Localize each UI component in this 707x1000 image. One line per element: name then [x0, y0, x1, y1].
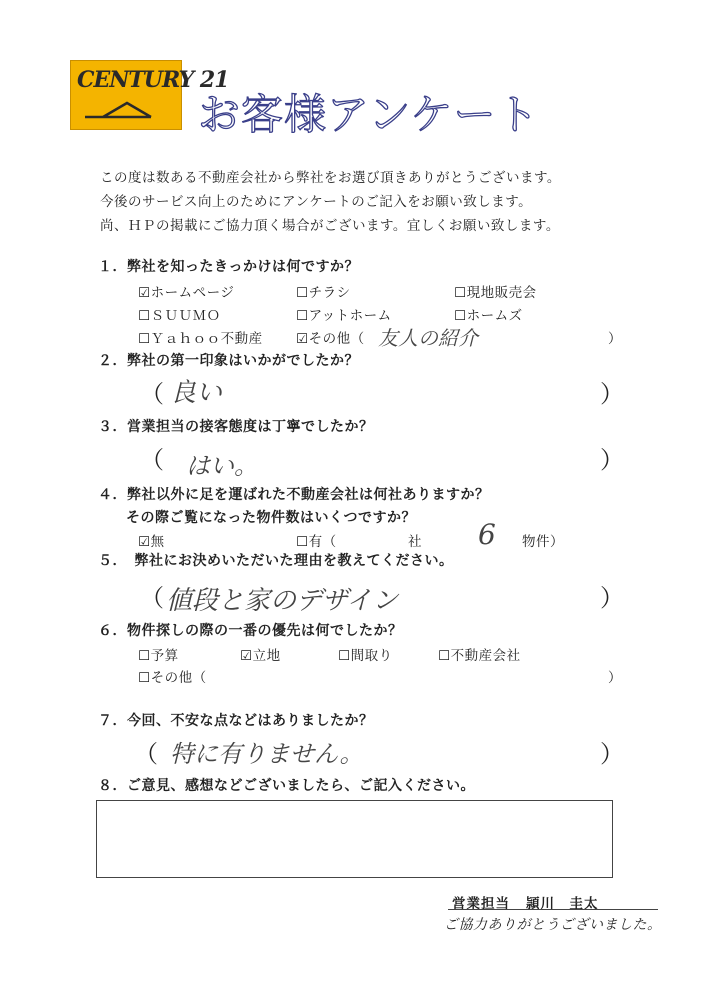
question-5: ５． 弊社にお決めいただいた理由を教えてください。	[98, 553, 454, 569]
q6-option-agency[interactable]: ☐不動産会社	[438, 648, 521, 664]
question-6: ６．物件探しの際の一番の優先は何でしたか？	[98, 623, 403, 639]
page-title: お客様アンケート	[198, 90, 540, 139]
q1-option-suumo[interactable]: ☐ＳＵＵＭＯ	[138, 308, 221, 324]
q1-option-flyer[interactable]: ☐チラシ	[296, 285, 351, 301]
q6-option-floorplan[interactable]: ☐間取り	[338, 648, 393, 664]
q6-option-other[interactable]: ☐その他（	[138, 670, 207, 686]
q7-close-paren: ）	[600, 740, 624, 768]
q5-open-paren: （	[140, 584, 164, 612]
q4-handwritten-count: 6	[478, 518, 496, 551]
q6-option-budget[interactable]: ☐予算	[138, 648, 179, 664]
staff-label: 営業担当	[452, 896, 510, 912]
question-3: ３．営業担当の接客態度は丁寧でしたか？	[98, 419, 374, 435]
q4-option-none[interactable]: ☑無	[138, 534, 165, 550]
intro-line-1: この度は数ある不動産会社から弊社をお選び頂きありがとうございます。	[100, 170, 561, 186]
q4-sha-label: 社	[408, 534, 422, 550]
q2-handwritten-answer: 良い	[170, 378, 223, 408]
staff-name: 頴川 圭太	[526, 896, 599, 912]
q2-close-paren: ）	[600, 380, 624, 408]
q1-option-other[interactable]: ☑その他（	[296, 331, 365, 347]
q5-handwritten-answer: 値段と家のデザイン	[166, 586, 399, 616]
question-4: ４．弊社以外に足を運ばれた不動産会社は何社ありますか？	[98, 487, 490, 503]
question-2: ２．弊社の第一印象はいかがでしたか？	[98, 353, 359, 369]
house-roof-icon	[81, 97, 177, 121]
q3-open-paren: （	[140, 446, 164, 474]
question-1: １．弊社を知ったきっかけは何ですか？	[98, 259, 359, 275]
q4-option-yes[interactable]: ☐有（	[296, 534, 337, 550]
question-4-sub: その際ご覧になった物件数はいくつですか？	[126, 510, 416, 526]
q1-close-paren: ）	[608, 331, 622, 347]
q5-close-paren: ）	[600, 584, 624, 612]
q7-open-paren: （	[134, 740, 158, 768]
q1-handwritten-answer: 友人の紹介	[378, 326, 478, 350]
intro-line-2: 今後のサービス向上のためにアンケートのご記入をお願い致します。	[100, 194, 533, 210]
q1-option-yahoo[interactable]: ☐Ｙａｈｏｏ不動産	[138, 331, 263, 347]
q4-bukken-label: 物件）	[522, 534, 564, 550]
q1-option-homes[interactable]: ☐ホームズ	[454, 308, 523, 324]
q2-open-paren: （	[140, 380, 164, 408]
question-7: ７．今回、不安な点などはありましたか？	[98, 713, 374, 729]
q3-handwritten-answer: はい。	[186, 452, 258, 480]
q1-option-homepage[interactable]: ☑ホームページ	[138, 285, 235, 301]
comment-box[interactable]	[96, 800, 613, 878]
q6-close-paren: ）	[608, 670, 622, 686]
thanks-message: ご協力ありがとうございました。	[444, 917, 662, 933]
century21-logo	[70, 60, 229, 130]
q1-option-open-house[interactable]: ☐現地販売会	[454, 285, 537, 301]
q1-option-athome[interactable]: ☐アットホーム	[296, 308, 392, 324]
intro-line-3: 尚、ＨＰの掲載にご協力頂く場合がございます。宜しくお願い致します。	[100, 218, 560, 234]
q7-handwritten-answer: 特に有りません。	[170, 740, 364, 768]
staff-underline	[448, 909, 658, 910]
q6-option-location[interactable]: ☑立地	[240, 648, 281, 664]
q3-close-paren: ）	[600, 446, 624, 474]
logo-text: CENTURY 21	[77, 67, 229, 93]
question-8: ８．ご意見、感想などございましたら、ご記入ください。	[98, 778, 475, 794]
